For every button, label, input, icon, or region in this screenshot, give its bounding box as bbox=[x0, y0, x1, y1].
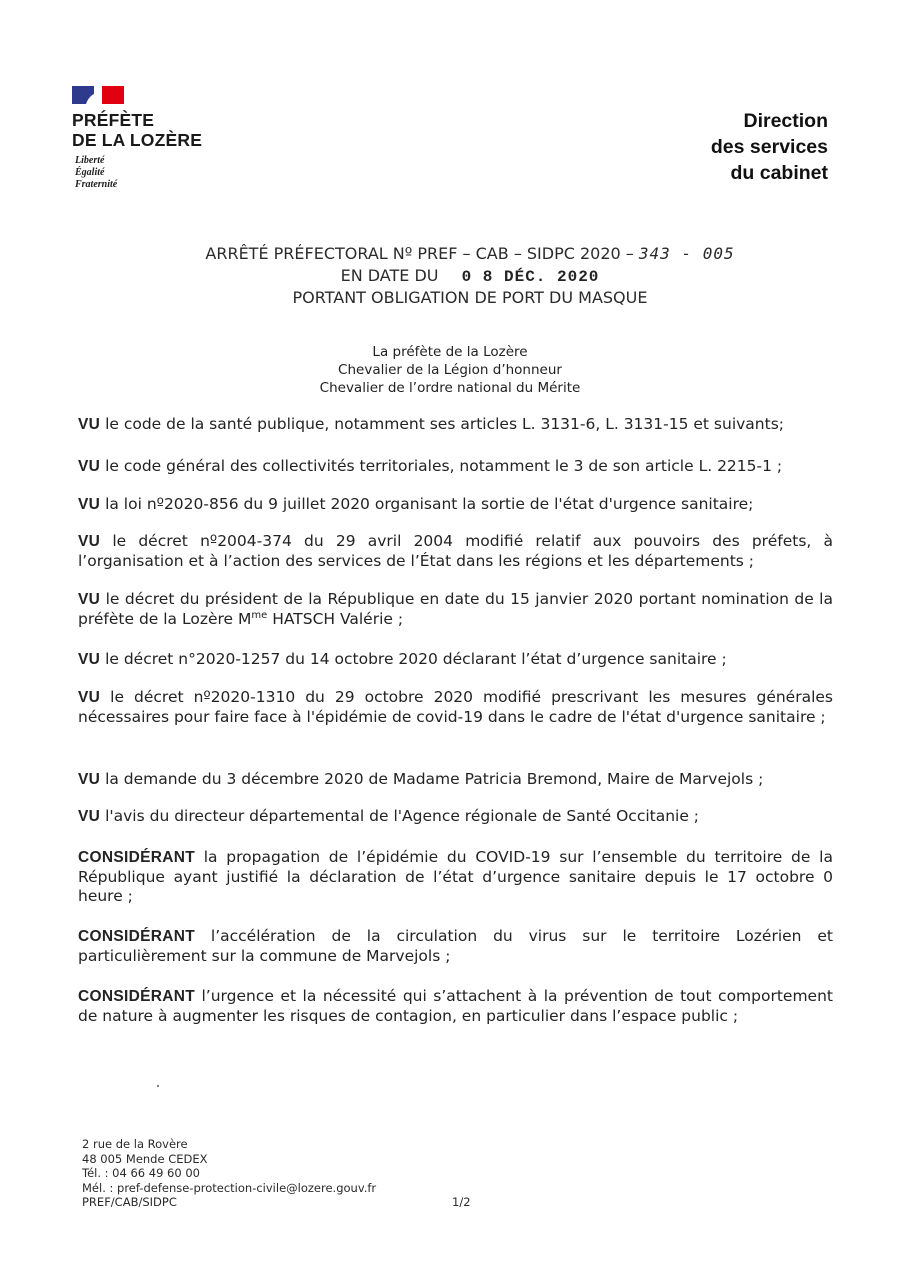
logo-line-1: PRÉFÈTE bbox=[72, 110, 155, 130]
vu-paragraph bbox=[78, 532, 833, 571]
footer-reference: PREF/CAB/SIDPC bbox=[82, 1195, 177, 1209]
authority-block bbox=[290, 343, 610, 397]
scan-speck bbox=[157, 1085, 159, 1087]
footer-phone: Tél. : 04 66 49 60 00 bbox=[82, 1166, 200, 1180]
direction-line-1: Direction bbox=[743, 110, 828, 132]
vu-paragraph bbox=[78, 688, 833, 727]
paragraph-text: le décret nº2020-1310 du 29 octobre 2020 modifié prescrivant les mesures générales nécessaires pour faire face à l'épidémie de covid-19 dans le cadre de l'état d'urgence sanitaire ; bbox=[78, 688, 833, 726]
considerant-paragraph bbox=[78, 927, 833, 966]
vu-keyword: VU bbox=[78, 771, 101, 788]
vu-paragraph bbox=[78, 650, 833, 670]
paragraph-text: le code de la santé publique, notamment ses articles L. 3131-6, L. 3131-15 et suivants; bbox=[100, 415, 785, 433]
page-number: 1/2 bbox=[452, 1195, 471, 1209]
direction-line-2: des services bbox=[710, 136, 828, 158]
footer-address bbox=[82, 1137, 376, 1210]
paragraph-text: l’urgence et la nécessité qui s’attachent à la prévention de tout comportement de nature à augmenter les risques de contagion, en particulier dans l’espace public ; bbox=[78, 987, 833, 1025]
vu-keyword: VU bbox=[78, 533, 101, 550]
handwritten-decree-number: 343 - 005 bbox=[638, 244, 735, 263]
paragraph-text: l’accélération de la circulation du virus sur le territoire Lozérien et particulièrement sur la commune de Marvejols ; bbox=[78, 927, 833, 965]
paragraph-text: le décret n°2020-1257 du 14 octobre 2020 déclarant l’état d’urgence sanitaire ; bbox=[100, 650, 727, 668]
authority-line-3: Chevalier de l’ordre national du Mérite bbox=[319, 380, 581, 396]
vu-paragraph bbox=[78, 590, 833, 629]
footer-city: 48 005 Mende CEDEX bbox=[82, 1151, 208, 1166]
vu-keyword: VU bbox=[78, 689, 101, 706]
decree-title-line-1 bbox=[150, 243, 790, 265]
vu-paragraph bbox=[78, 807, 833, 827]
direction-line-3: du cabinet bbox=[730, 162, 828, 184]
vu-paragraph bbox=[78, 457, 833, 477]
vu-paragraph bbox=[78, 495, 833, 515]
decree-date-label: EN DATE DU bbox=[340, 266, 439, 285]
paragraph-text: le décret du président de la République en date du 15 janvier 2020 portant nomination de la préfète de la Lozère M bbox=[78, 590, 833, 628]
considerant-keyword: CONSIDÉRANT bbox=[78, 928, 195, 945]
motto-egalite: Égalité bbox=[75, 167, 105, 178]
superscript-me: me bbox=[251, 609, 268, 621]
motto-liberte: Liberté bbox=[75, 155, 105, 166]
footer-email: Mél. : pref-defense-protection-civile@lozere.gouv.fr bbox=[82, 1180, 377, 1195]
decree-number-label: ARRÊTÉ PRÉFECTORAL Nº PREF – CAB – SIDPC 2020 – bbox=[205, 244, 634, 263]
vu-keyword: VU bbox=[78, 591, 101, 608]
date-stamp: 0 8 DÉC. 2020 bbox=[461, 268, 600, 286]
considerant-keyword: CONSIDÉRANT bbox=[78, 988, 195, 1005]
footer-street: 2 rue de la Rovère bbox=[82, 1137, 188, 1151]
authority-line-1: La préfète de la Lozère bbox=[372, 344, 528, 360]
paragraph-text: le décret nº2004-374 du 29 avril 2004 modifié relatif aux pouvoirs des préfets, à l’organisation et à l’action des services de l’État dans les régions et les départements ; bbox=[78, 532, 833, 570]
decree-title-line-3: PORTANT OBLIGATION DE PORT DU MASQUE bbox=[292, 288, 648, 307]
marianne-flag-icon bbox=[72, 86, 124, 104]
vu-keyword: VU bbox=[78, 458, 101, 475]
paragraph-text: la propagation de l’épidémie du COVID-19 sur l’ensemble du territoire de la République ayant justifié la déclaration de l’état d’urgence sanitaire depuis le 17 octobre 0 heure ; bbox=[78, 848, 833, 905]
paragraph-text: l'avis du directeur départemental de l'Agence régionale de Santé Occitanie ; bbox=[100, 807, 700, 825]
paragraph-text-after: HATSCH Valérie ; bbox=[267, 609, 404, 628]
logo-line-2: DE LA LOZÈRE bbox=[72, 130, 203, 150]
republic-motto bbox=[75, 155, 117, 191]
motto-fraternite: Fraternité bbox=[75, 179, 118, 190]
paragraph-text: la loi nº2020-856 du 9 juillet 2020 organisant la sortie de l'état d'urgence sanitaire; bbox=[100, 495, 754, 513]
direction-heading bbox=[711, 108, 828, 186]
vu-keyword: VU bbox=[78, 808, 101, 825]
paragraph-text: la demande du 3 décembre 2020 de Madame Patricia Bremond, Maire de Marvejols ; bbox=[100, 770, 764, 788]
vu-keyword: VU bbox=[78, 416, 101, 433]
considerant-paragraph bbox=[78, 848, 833, 907]
decree-title-line-2 bbox=[150, 265, 790, 288]
considerant-paragraph bbox=[78, 987, 833, 1026]
considerant-keyword: CONSIDÉRANT bbox=[78, 849, 195, 866]
vu-keyword: VU bbox=[78, 651, 101, 668]
logo-wordmark bbox=[72, 110, 202, 150]
vu-keyword: VU bbox=[78, 496, 101, 513]
paragraph-text: le code général des collectivités territoriales, notamment le 3 de son article L. 2215-1 ; bbox=[100, 457, 783, 475]
vu-paragraph bbox=[78, 415, 833, 435]
vu-paragraph bbox=[78, 770, 833, 790]
authority-line-2: Chevalier de la Légion d’honneur bbox=[338, 362, 562, 378]
